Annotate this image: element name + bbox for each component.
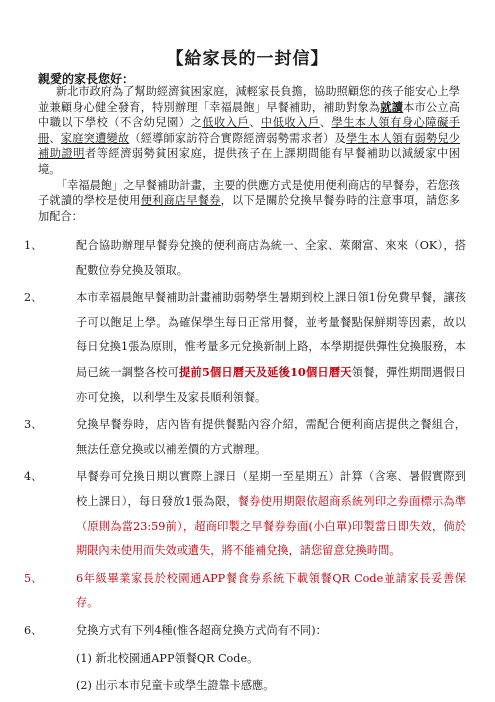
item-text: 兌換早餐券時，店內皆有提供餐點內容介紹，需配合便利商店提供之餐組合，無法任意兌換或以補差價的方式辦理。 — [76, 418, 466, 456]
list-item — [24, 465, 466, 563]
intro-section — [38, 84, 460, 224]
list-item — [24, 286, 466, 410]
item-text — [76, 465, 466, 563]
item-text: 兌換方式有下列4種(惟各超商兌換方式尚有不同)： — [76, 623, 327, 637]
intro-text: 、 — [49, 131, 61, 145]
intro-text: ，以下是關於兌換早餐券時的注意事項，請您多加配合： — [38, 194, 460, 223]
intro-paragraph-2 — [38, 178, 460, 225]
intro-text: 、 — [319, 116, 332, 130]
intro-emphasis: 就讀 — [380, 99, 404, 114]
intro-underlined: 學生本人領有弱勢兒少補助證明 — [38, 131, 460, 161]
intro-paragraph-1 — [38, 84, 460, 178]
page-title: 【給家長的一封信】 — [166, 49, 329, 69]
list-item — [24, 567, 466, 616]
sub-item: (2) 出示本市兒童卡或學生證靠卡感應。 — [76, 679, 275, 693]
list-item — [24, 619, 466, 644]
sub-item: (1) 新北校園通APP領餐QR Code。 — [76, 651, 259, 665]
item-number: 1、 — [24, 239, 43, 252]
intro-text: 「幸福晨飽」之早餐補助計畫，主要的供應方式是使用便利商店的早餐券，若您孩子就讀的學校是使用 — [38, 178, 460, 208]
intro-text: 新北市政府為了幫助經濟貧困家庭，減輕家長負擔，協助照顧您的孩子能安心上學並兼顧身心健全發育，特別辦理「幸福晨飽」早餐補助，補助對象為 — [38, 85, 460, 114]
intro-underlined: 家庭突遭變故 — [60, 131, 130, 145]
intro-underlined: 學生本人領有身心障礙手冊 — [38, 116, 460, 145]
list-item — [24, 234, 466, 283]
intro-text: 、 — [249, 116, 262, 130]
item-text-part: 領餐，彈性期間遇假日亦可兌換，以利學生及家長順利領餐。 — [76, 365, 466, 404]
list-item — [24, 413, 466, 462]
item-text: 6年級畢業家長於校園通APP餐食券系統下載領餐QR Code並請家長妥善保存。 — [76, 571, 466, 610]
item-number: 3、 — [24, 418, 43, 432]
intro-underlined: 中低收入戶 — [261, 116, 320, 130]
intro-text: 之 — [190, 116, 203, 130]
item-text-part: 本市幸福晨飽早餐補助計畫補助弱勢學生暑期到校上課日領1份免費早餐，讓孩子可以飽足上學。為確保學生每日正常用餐，並考量餐點保鮮期等因素，故以每日兌換1張為原則，惟考量多元兌換新制上路，本學期提供彈性兌換服務，本局已統一調整各校可 — [76, 291, 466, 379]
intro-text: （經導師家訪符合實際經濟弱勢需求者）及 — [129, 131, 347, 145]
notice-list — [24, 234, 466, 702]
item-highlight: 提前5個日曆天及延後10個日曆天 — [179, 364, 352, 379]
item-text: 配合協助辦理早餐券兌換的便利商店為統一、全家、萊爾富、來來（OK），搭配數位券兌換及領取。 — [76, 239, 466, 277]
intro-underlined: 低收入戶 — [202, 116, 250, 130]
item-text — [76, 286, 466, 410]
greeting: 親愛的家長您好： — [38, 72, 135, 86]
intro-text: 者等經濟弱勢貧困家庭，提供孩子在上課期間能有早餐補助以減緩家中困境。 — [38, 147, 460, 176]
item-number: 4、 — [24, 470, 43, 484]
item-text-part: 早餐券可兌換日期以實際上課日（星期一至星期五）計算（含寒、暑假實際到校上課日），每日發放1張為限， — [76, 470, 466, 508]
item-number: 6、 — [24, 623, 43, 637]
intro-text: 本市公立高中職以下學校（不含幼兒園） — [38, 100, 460, 130]
item-number: 5、 — [24, 571, 43, 585]
item-number: 2、 — [24, 291, 43, 305]
item-highlight: 餐券使用期限依超商系統列印之券面標示為準（原則為當23:59前），超商印製之早餐券券面(小白單)印製當日即失效，倘於期限內未使用而失效或遺失，將不能補兌換，請您留意兌換時間。 — [76, 494, 466, 558]
intro-underlined: 便利商店早餐券 — [140, 194, 221, 208]
